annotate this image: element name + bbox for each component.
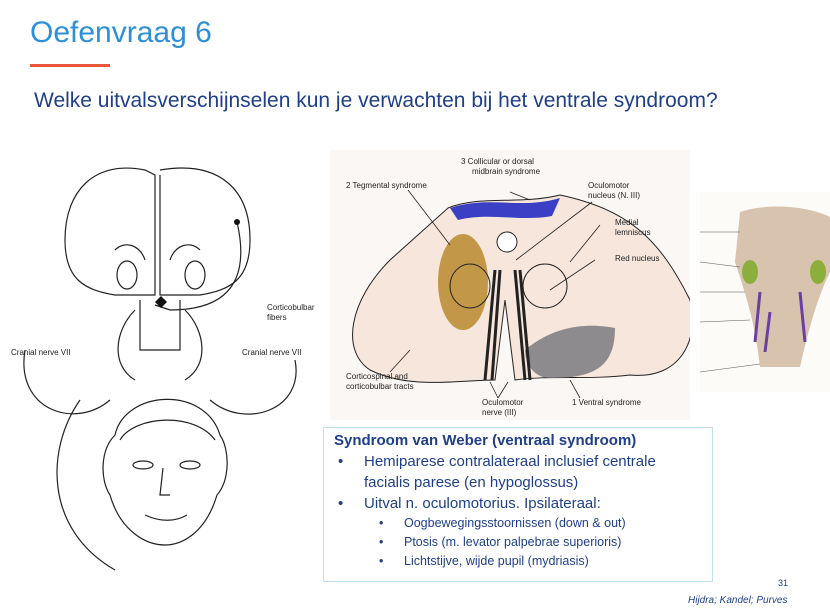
brainstem-image <box>700 192 830 392</box>
page-number: 31 <box>778 578 789 588</box>
weber-syndrome-box <box>323 427 713 582</box>
facial-innervation-diagram <box>5 150 325 590</box>
label-corticobulbar: Corticobulbar fibers <box>267 303 315 322</box>
label-tegmental-syndrome: 2 Tegmental syndrome <box>346 181 427 190</box>
sub-bullet-eye-movement: • Oogbewegingsstoornissen (down & out) <box>334 514 702 533</box>
source-credit: Hijdra; Kandel; Purves <box>688 595 788 606</box>
slide-title: Oefenvraag 6 <box>30 16 212 49</box>
label-oculomotor-nucleus: Oculomotor nucleus (N. III) <box>588 181 641 200</box>
bullet-oculomotorius: • Uitval n. oculomotorius. Ipsilateraal: <box>334 493 702 514</box>
label-cn-vii-left: Cranial nerve VII <box>11 348 71 357</box>
label-ventral-syndrome: 1 Ventral syndrome <box>572 398 641 407</box>
sub-bullet-ptosis: • Ptosis (m. levator palpebrae superioris) <box>334 533 702 552</box>
label-collicular-syndrome: 3 Collicular or dorsal midbrain syndrome <box>461 157 541 176</box>
label-cn-vii-right: Cranial nerve VII <box>242 348 302 357</box>
title-underline <box>30 64 110 67</box>
sub-bullet-mydriasis: • Lichtstijve, wijde pupil (mydriasis) <box>334 552 702 571</box>
weber-heading: Syndroom van Weber (ventraal syndroom) <box>334 432 637 449</box>
label-corticospinal-tracts: Corticospinal and corticobulbar tracts <box>346 372 414 391</box>
bullet-hemiparese: • Hemiparese contralateraal inclusief centrale facialis parese (en hypoglossus) <box>334 451 702 493</box>
midbrain-section-diagram <box>330 150 690 420</box>
label-oculomotor-nerve: Oculomotor nerve (III) <box>482 398 524 417</box>
label-medial-lemniscus: Medial lemniscus <box>615 218 651 237</box>
label-red-nucleus: Red nucleus <box>615 254 660 263</box>
question-text: Welke uitvalsverschijnselen kun je verwachten bij het ventrale syndroom? <box>34 89 718 112</box>
